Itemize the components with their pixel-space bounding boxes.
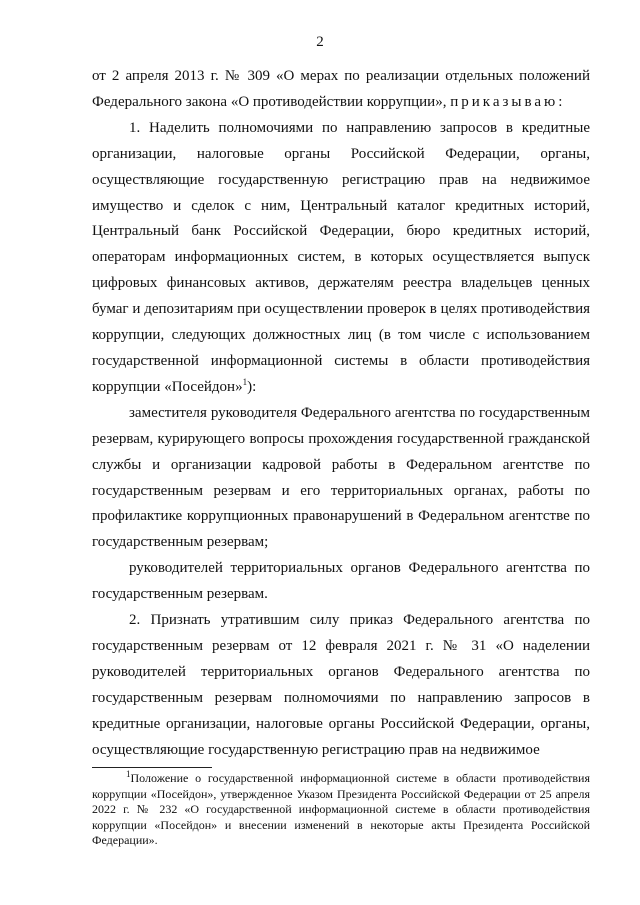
order-word: приказываю:: [450, 93, 566, 110]
paragraph-territorial-heads: руководителей территориальных органов Федерального агентства по государственным резервам.: [92, 560, 590, 603]
document-body: [92, 64, 590, 763]
footnote-separator: [92, 767, 212, 768]
clause-1-text: 1. Наделить полномочиями по направлению запросов в кредитные организации, налоговые органы Российской Федерации, органы, осуществляющие государственную регистрацию прав на недвижимое имущество и сделок с ним, Центральный каталог кредитных историй, Центральный банк Российской Федерации, бюро кредитных историй, операторам информационных систем, в которых осуществляется выпуск цифровых финансовых активов, держателям реестра владельцев ценных бумаг и депозитариям при осуществлении проверок в целях противодействия коррупции, следующих должностных лиц (в том числе с использованием государственной информационной системы в области противодействия коррупции «Посейдон»: [92, 119, 590, 395]
footnote-reference: 1: [242, 376, 248, 387]
page-number: 2: [316, 34, 324, 50]
paragraph-intro-text: от 2 апреля 2013 г. № 309 «О мерах по реализации отдельных положений Федерального закона «О противодействии коррупции»,: [92, 68, 590, 110]
paragraph-clause-1: [92, 116, 590, 401]
clause-1-tail: ):: [247, 378, 257, 395]
footnote-mark: 1: [126, 769, 131, 779]
paragraph-deputy-head: заместителя руководителя Федерального агентства по государственным резервам, курирующего вопросы прохождения государственной гражданской службы и организации кадровой работы в Федеральном агентстве по государственным резервам и его территориальных органах, работы по профилактике коррупционных правонарушений в Федеральном агентстве по государственным резервам;: [92, 404, 590, 551]
footnote-text: Положение о государственной информационной системе в области противодействия коррупции «Посейдон», утвержденное Указом Президента Российской Федерации от 25 апреля 2022 г. № 232 «О государственной информационной системе в области противодействия коррупции «Посейдон» и внесении изменений в некоторые акты Президента Российской Федерации».: [92, 771, 590, 847]
paragraph-clause-2: 2. Признать утратившим силу приказ Федерального агентства по государственным резервам от 12 февраля 2021 г. № 31 «О наделении руководителей территориальных органов Федерального агентства по государственным резервам полномочиями по направлению запросов в кредитные организации, налоговые органы Российской Федерации, органы, осуществляющие государственную регистрацию прав на недвижимое: [92, 612, 590, 758]
footnote: [92, 771, 590, 849]
paragraph-intro: [92, 64, 590, 116]
